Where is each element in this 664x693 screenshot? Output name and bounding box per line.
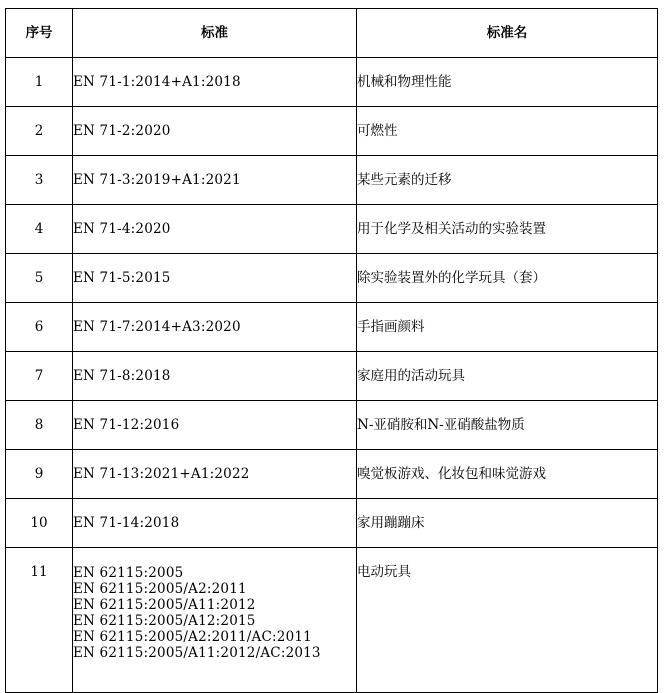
row-index: 11 (6, 548, 73, 693)
table-row (6, 58, 658, 107)
standard-line: EN 62115:2005/A2:2011/AC:2011 (73, 629, 312, 645)
table-row (6, 401, 658, 450)
row-index: 7 (6, 352, 73, 401)
standard-line: EN 62115:2005 (73, 565, 184, 581)
row-index: 3 (6, 156, 73, 205)
row-name: 某些元素的迁移 (357, 156, 658, 205)
table-row (6, 156, 658, 205)
row-standard: EN 71-13:2021+A1:2022 (73, 450, 357, 499)
table-row (6, 107, 658, 156)
row-index: 9 (6, 450, 73, 499)
row-standard-list (73, 548, 357, 693)
row-standard: EN 71-3:2019+A1:2021 (73, 156, 357, 205)
table-row (6, 450, 658, 499)
row-standard: EN 71-12:2016 (73, 401, 357, 450)
row-name: 可燃性 (357, 107, 658, 156)
table-row-multi (6, 548, 658, 693)
table-row (6, 254, 658, 303)
header-standard: 标准 (73, 9, 357, 58)
row-name: 家庭用的活动玩具 (357, 352, 658, 401)
header-name: 标准名 (357, 9, 658, 58)
row-name: 机械和物理性能 (357, 58, 658, 107)
table-row (6, 205, 658, 254)
standard-line: EN 62115:2005/A2:2011 (73, 581, 247, 597)
row-index: 4 (6, 205, 73, 254)
standard-line: EN 62115:2005/A11:2012 (73, 597, 256, 613)
row-name: 嗅觉板游戏、化妆包和味觉游戏 (357, 450, 658, 499)
row-standard: EN 71-8:2018 (73, 352, 357, 401)
table-header (6, 9, 658, 58)
row-index: 8 (6, 401, 73, 450)
table-row (6, 499, 658, 548)
row-standard: EN 71-7:2014+A3:2020 (73, 303, 357, 352)
row-index: 1 (6, 58, 73, 107)
row-standard: EN 71-4:2020 (73, 205, 357, 254)
row-name: 电动玩具 (357, 548, 658, 693)
row-index: 6 (6, 303, 73, 352)
table-body (6, 58, 658, 693)
standard-line: EN 62115:2005/A12:2015 (73, 613, 256, 629)
standards-table (5, 8, 658, 693)
row-name: 用于化学及相关活动的实验装置 (357, 205, 658, 254)
row-name: 家用蹦蹦床 (357, 499, 658, 548)
row-name: 除实验装置外的化学玩具（套） (357, 254, 658, 303)
row-name: N-亚硝胺和N-亚硝酸盐物质 (357, 401, 658, 450)
table-row (6, 303, 658, 352)
row-standard: EN 71-14:2018 (73, 499, 357, 548)
row-index: 5 (6, 254, 73, 303)
row-name: 手指画颜料 (357, 303, 658, 352)
row-index: 10 (6, 499, 73, 548)
row-standard: EN 71-5:2015 (73, 254, 357, 303)
row-standard: EN 71-2:2020 (73, 107, 357, 156)
header-index: 序号 (6, 9, 73, 58)
table-row (6, 352, 658, 401)
standard-line: EN 62115:2005/A11:2012/AC:2013 (73, 645, 321, 661)
header-row (6, 9, 658, 58)
row-standard: EN 71-1:2014+A1:2018 (73, 58, 357, 107)
row-index: 2 (6, 107, 73, 156)
